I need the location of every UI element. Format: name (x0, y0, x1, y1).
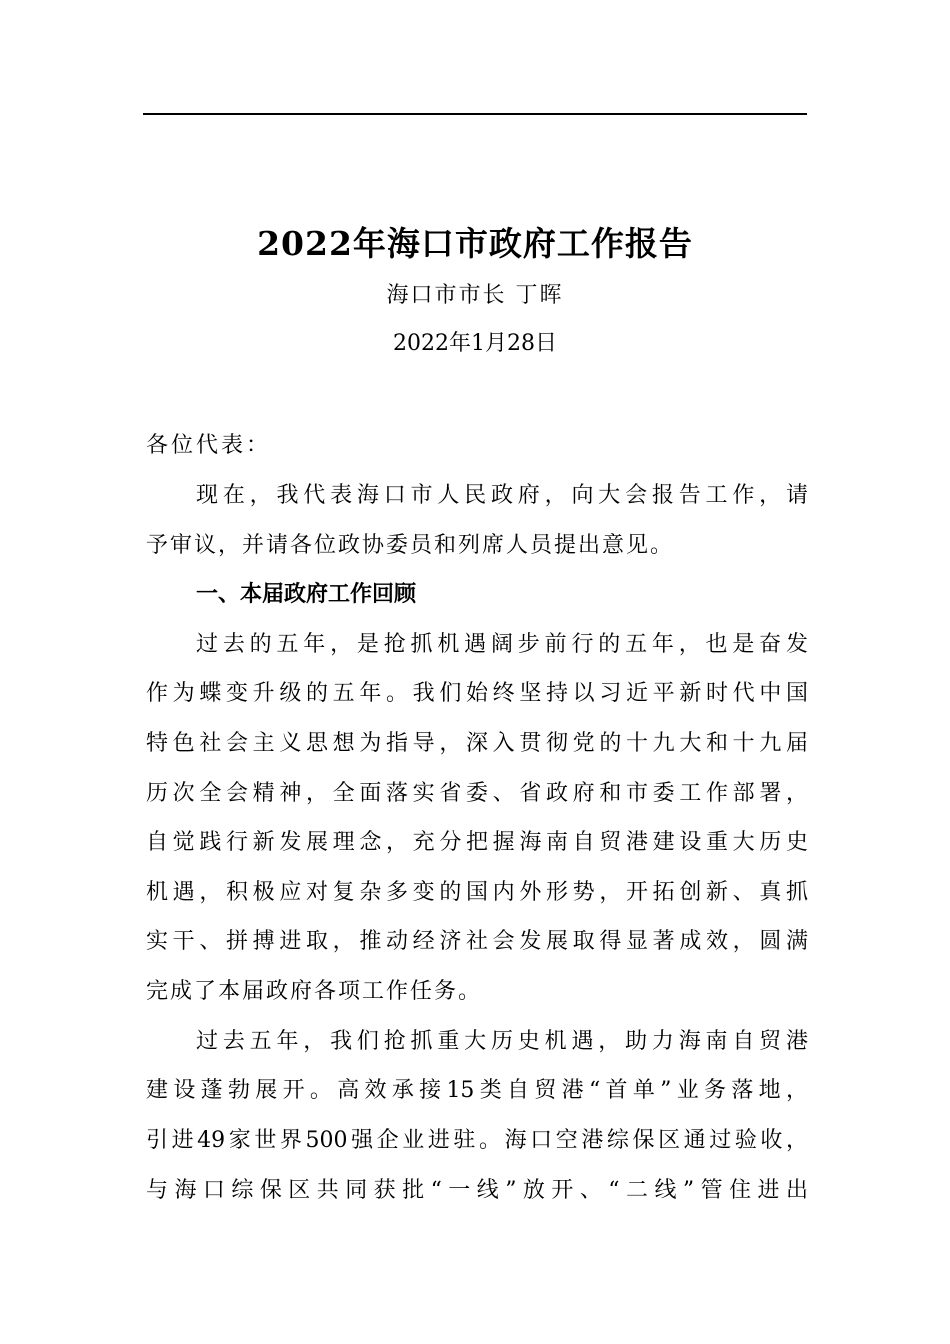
paragraph-line: 完成了本届政府各项工作任务。 (146, 979, 483, 1004)
section-heading: 一、本届政府工作回顾 (196, 582, 417, 607)
paragraph-line: 自觉践行新发展理念，充分把握海南自贸港建设重大历史 (146, 830, 808, 855)
paragraph-line: 机遇，积极应对复杂多变的国内外形势，开拓创新、真抓 (146, 880, 808, 905)
paragraph-line: 过去五年，我们抢抓重大历史机遇，助力海南自贸港 (196, 1029, 808, 1054)
paragraph-line: 引进49家世界500强企业进驻。海口空港综保区通过验收， (146, 1128, 808, 1153)
document-date: 2022年1月28日 (393, 331, 557, 356)
document-author: 海口市市长 丁晖 (386, 283, 564, 308)
paragraph-line: 过去的五年，是抢抓机遇阔步前行的五年，也是奋发 (196, 632, 808, 657)
paragraph-line: 历次全会精神，全面落实省委、省政府和市委工作部署， (146, 781, 808, 806)
paragraph-line: 予审议，并请各位政协委员和列席人员提出意见。 (146, 533, 675, 558)
header-rule (143, 113, 807, 115)
document-title: 2022年海口市政府工作报告 (257, 224, 693, 263)
paragraph-line: 现在，我代表海口市人民政府，向大会报告工作，请 (196, 483, 808, 508)
paragraph-line: 建设蓬勃展开。高效承接15类自贸港“首单”业务落地， (146, 1078, 808, 1103)
paragraph-line: 作为蝶变升级的五年。我们始终坚持以习近平新时代中国 (146, 681, 808, 706)
paragraph-line: 与海口综保区共同获批“一线”放开、“二线”管住进出 (146, 1178, 808, 1203)
paragraph-line: 特色社会主义思想为指导，深入贯彻党的十九大和十九届 (146, 731, 808, 756)
salutation: 各位代表： (146, 433, 272, 458)
paragraph-line: 实干、拼搏进取，推动经济社会发展取得显著成效，圆满 (146, 929, 808, 954)
